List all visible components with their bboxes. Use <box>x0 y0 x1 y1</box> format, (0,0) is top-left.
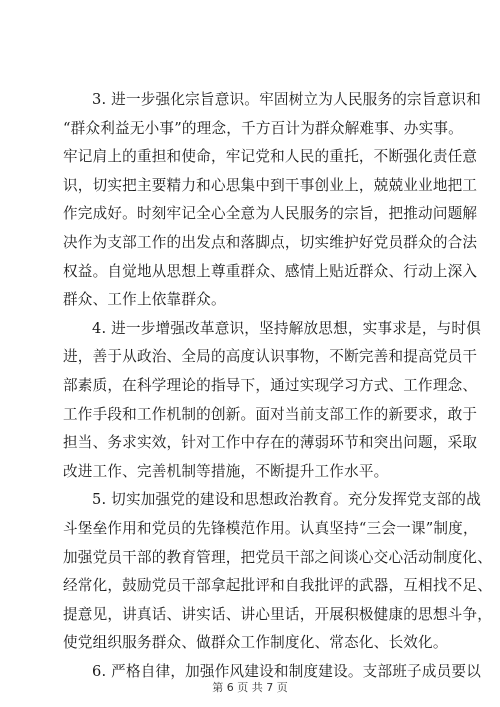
text-line: 担当、务求实效，针对工作中存在的薄弱环节和突出问题，采取 <box>63 434 478 452</box>
paragraph <box>63 315 482 487</box>
text-line: 进，善于从政治、全局的高度认识事物，不断完善和提高党员干 <box>63 348 478 366</box>
text-line: 使党组织服务群众、做群众工作制度化、常态化、长效化。 <box>63 634 448 652</box>
text-line: 识，切实把主要精力和心思集中到干事创业上，兢兢业业地把工 <box>63 176 478 194</box>
text-line: 提意见，讲真话、讲实话、讲心里话，开展积极健康的思想斗争， <box>63 605 493 623</box>
text-line: 工作手段和工作机制的创新。面对当前支部工作的新要求，敢于 <box>63 405 478 423</box>
text-line: 牢记肩上的重担和使命，牢记党和人民的重托，不断强化责任意 <box>63 148 478 166</box>
text-line: 决作为支部工作的出发点和落脚点，切实维护好党员群众的合法 <box>63 233 478 251</box>
document-body <box>63 86 493 686</box>
text-line: 作完成好。时刻牢记全心全意为人民服务的宗旨，把推动问题解 <box>63 205 478 223</box>
text-line: 经常化，鼓励党员干部拿起批评和自我批评的武器，互相找不足、 <box>63 577 493 595</box>
text-line: 部素质，在科学理论的指导下，通过实现学习方式、工作理念、 <box>63 376 478 394</box>
page-number-footer: 第 6 页 共 7 页 <box>212 681 288 694</box>
text-line: 改进工作、完善机制等措施，不断提升工作水平。 <box>63 462 389 480</box>
text-line: 斗堡垒作用和党员的先锋模范作用。认真坚持“三会一课”制度， <box>63 519 478 537</box>
text-line: “群众利益无小事”的理念，千方百计为群众解难事、办实事。 <box>63 119 463 137</box>
text-line: 权益。自觉地从思想上尊重群众、感情上贴近群众、行动上深入 <box>63 262 478 280</box>
text-line: 群众、工作上依靠群众。 <box>63 291 226 309</box>
text-line: 4. 进一步增强改革意识，坚持解放思想，实事求是，与时俱 <box>92 319 482 337</box>
text-line: 6. 严格自律，加强作风建设和制度建设。支部班子成员要以 <box>92 662 482 680</box>
text-line: 3. 进一步强化宗旨意识。牢固树立为人民服务的宗旨意识和 <box>92 91 482 108</box>
text-line: 加强党员干部的教育管理，把党员干部之间谈心交心活动制度化、 <box>63 548 493 566</box>
text-line: 5. 切实加强党的建设和思想政治教育。充分发挥党支部的战 <box>92 491 482 509</box>
paragraph <box>63 486 493 658</box>
paragraph <box>63 86 482 315</box>
